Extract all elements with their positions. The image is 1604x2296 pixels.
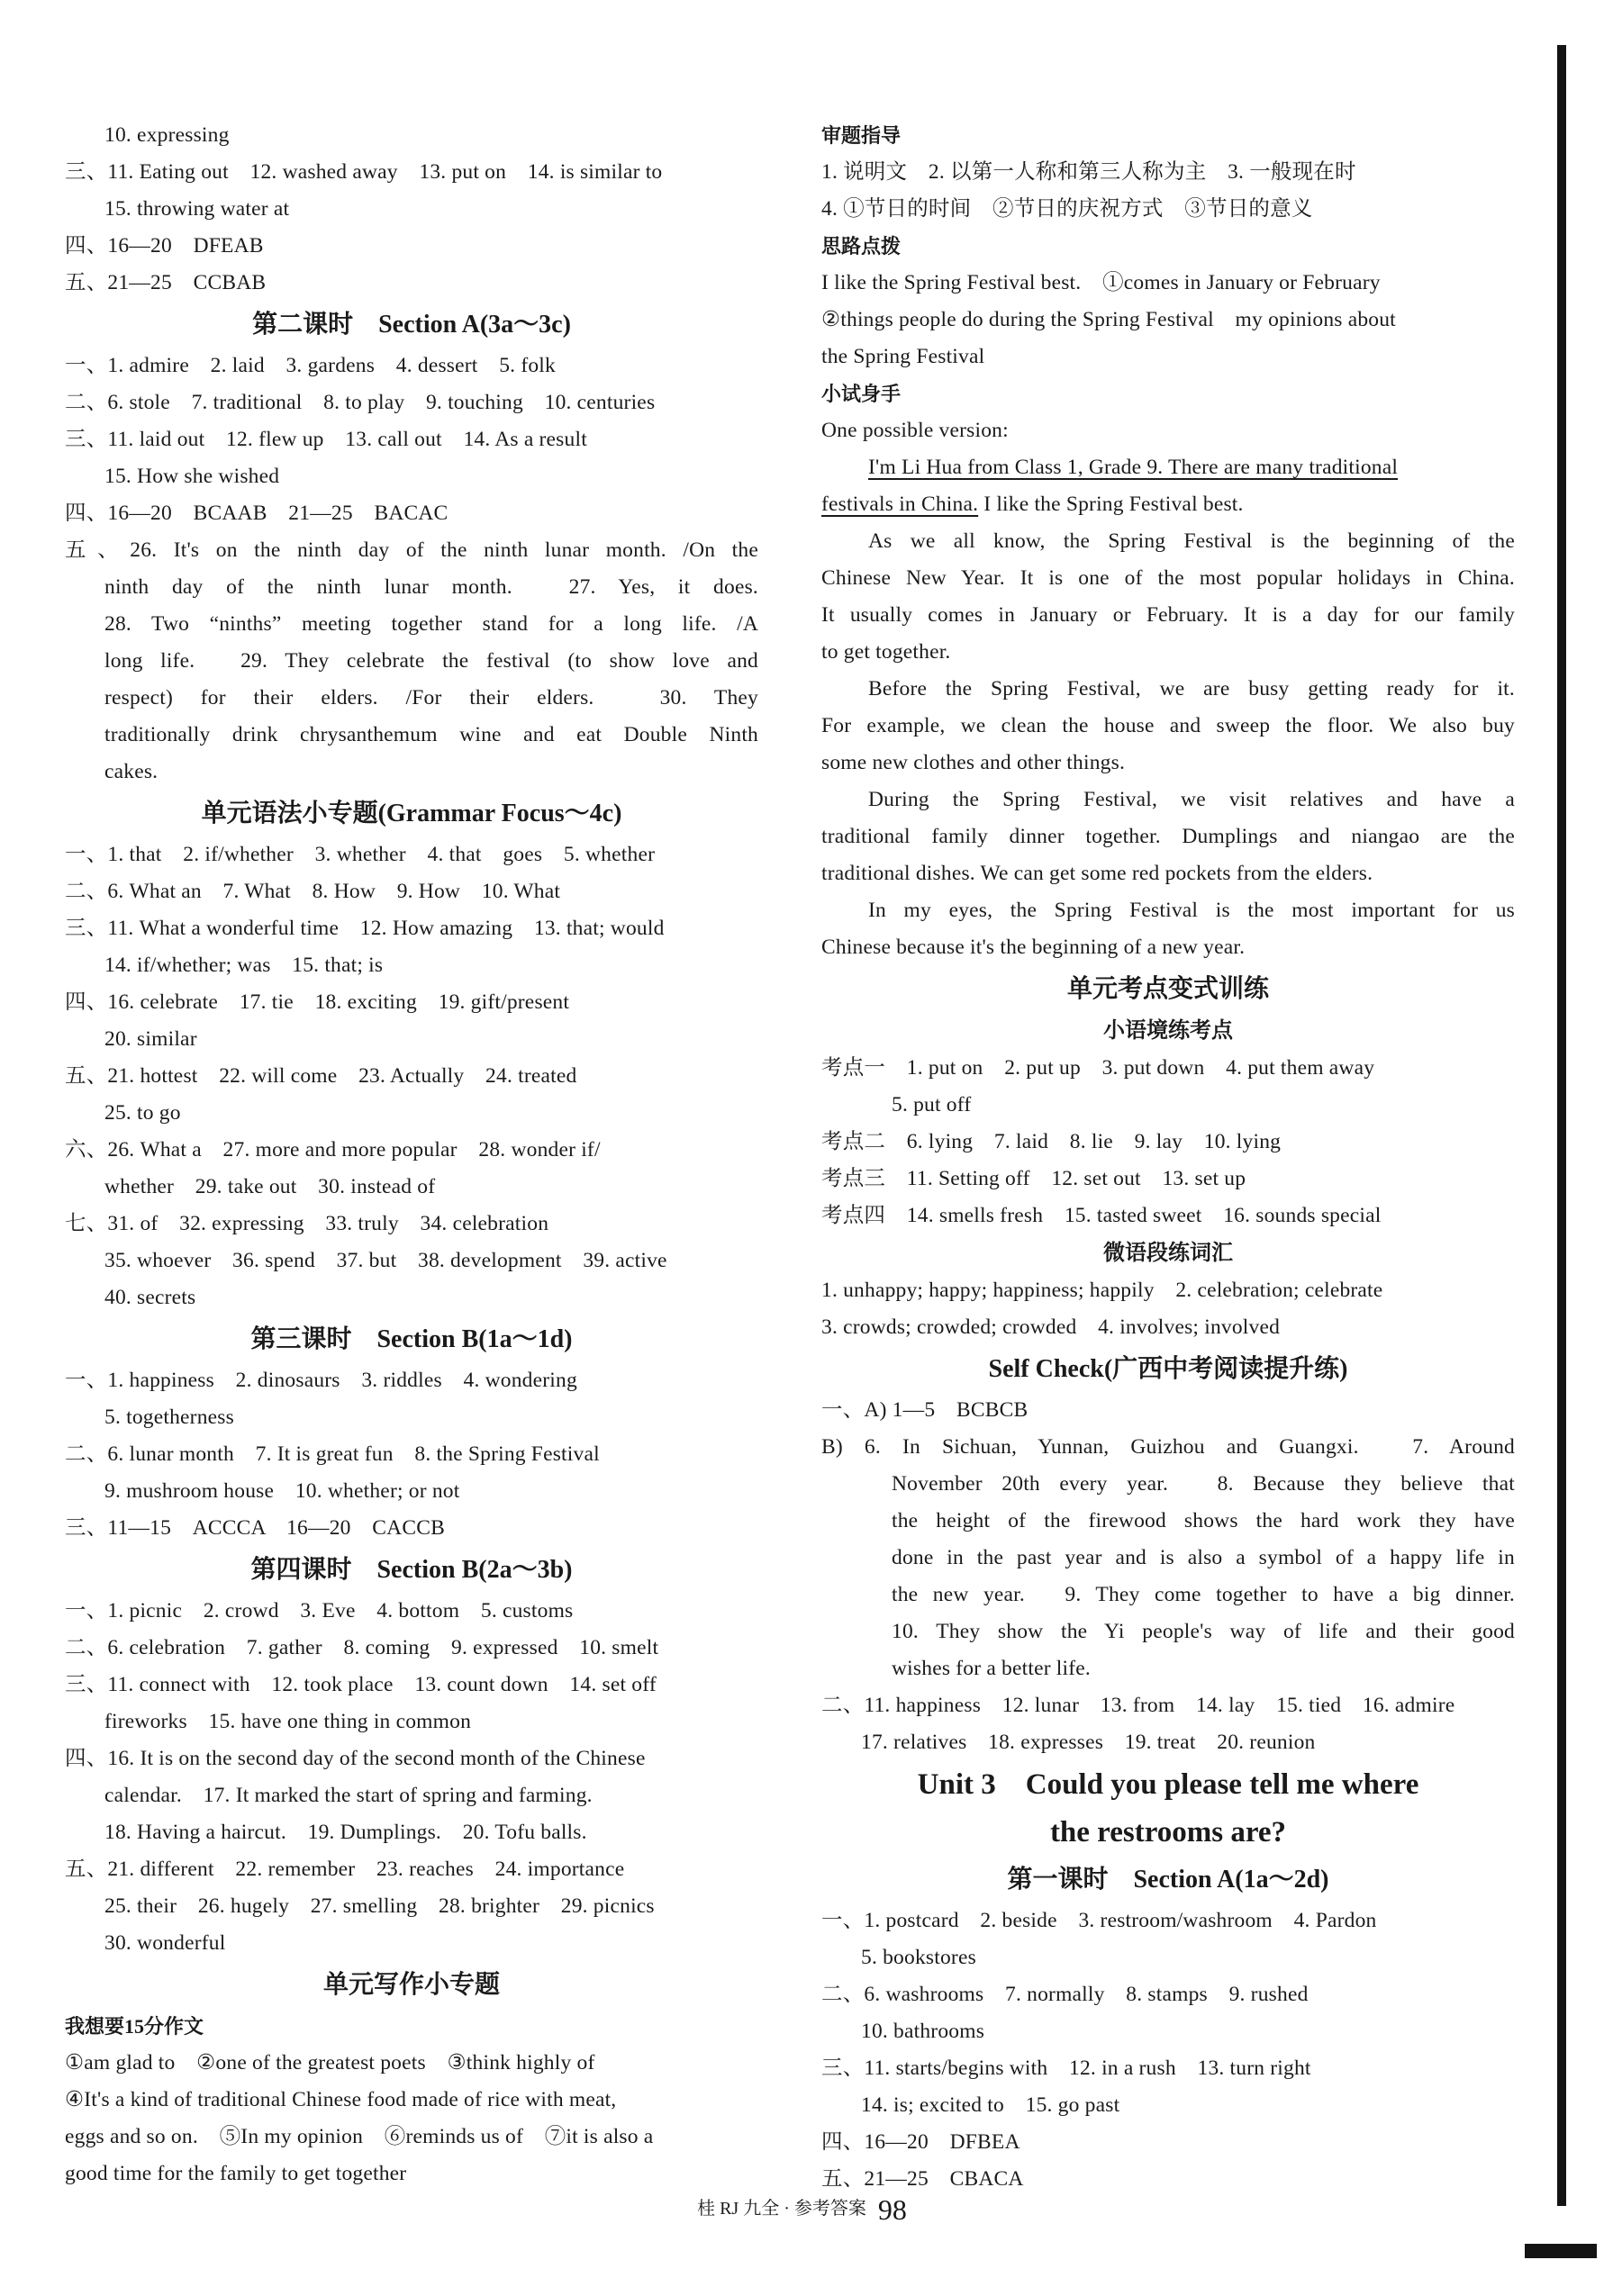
answer-line-12: ninth day of the ninth lunar month. 27. Yes, it does.	[104, 575, 758, 599]
answer-line-11: As we all know, the Spring Festival is the beginning of the	[868, 529, 1515, 553]
subsection-heading-24: 小语境练考点	[1103, 1019, 1233, 1043]
block-label-7: 小试身手	[821, 383, 902, 405]
answer-line-4: I like the Spring Festival best. ①comes in January or February	[821, 271, 1381, 294]
answer-line-4: 五、21—25 CCBAB	[65, 271, 267, 294]
answer-line-16: traditionally drink chrysanthemum wine and eat Double Ninth	[104, 723, 758, 746]
answer-line-53: 四、16—20 DFBEA	[821, 2130, 1020, 2154]
answer-line-18: During the Spring Festival, we visit relatives and have a	[868, 788, 1515, 811]
answer-line-35: 二、6. lunar month 7. It is great fun 8. the Spring Festival	[65, 1442, 600, 1466]
answer-line-36: November 20th every year. 8. Because they believe that	[892, 1472, 1515, 1496]
answer-line-27: 考点二 6. lying 7. laid 8. lie 9. lay 10. lying	[821, 1130, 1282, 1153]
answer-line-19: traditional family dinner together. Dumplings and niangao are the	[821, 825, 1515, 848]
answer-line-26: 5. put off	[892, 1093, 972, 1116]
answer-line-24: 20. similar	[104, 1027, 197, 1051]
answer-line-7: 二、6. stole 7. traditional 8. to play 9. touching 10. centuries	[65, 391, 656, 414]
answer-line-54: 五、21—25 CBACA	[821, 2167, 1024, 2191]
answer-line-15: respect) for their elders. /For their elders. 30. They	[104, 686, 758, 710]
answer-line-26: 25. to go	[104, 1101, 181, 1125]
answer-line-2: 4. ①节日的时间 ②节日的庆祝方式 ③节日的意义	[821, 197, 1313, 221]
answer-line-6: 一、1. admire 2. laid 3. gardens 4. dessert 5. folk	[65, 354, 556, 377]
block-label-50: 我想要15分作文	[65, 2015, 204, 2038]
answer-line-1: 三、11. Eating out 12. washed away 13. put on 14. is similar to	[65, 160, 663, 184]
block-label-0: 审题指导	[821, 124, 902, 147]
answer-line-31: 1. unhappy; happy; happiness; happily 2. celebration; celebrate	[821, 1279, 1383, 1302]
answer-line-8: 三、11. laid out 12. flew up 13. call out 14. As a result	[65, 428, 587, 451]
answer-line-14: long life. 29. They celebrate the festival (to show love and	[104, 649, 758, 673]
answer-line-22: 14. if/whether; was 15. that; is	[104, 954, 384, 977]
answer-line-32: 3. crowds; crowded; crowded 4. involves; involved	[821, 1315, 1281, 1339]
answer-line-50: 10. bathrooms	[861, 2020, 985, 2043]
left-column	[65, 117, 758, 2192]
answer-line-31: 40. secrets	[104, 1286, 196, 1309]
section-heading-18: 单元语法小专题(Grammar Focus～4c)	[201, 800, 622, 827]
answer-line-39: 一、1. picnic 2. crowd 3. Eve 4. bottom 5. customs	[65, 1599, 574, 1623]
answer-line-20: traditional dishes. We can get some red pockets from the elders.	[821, 862, 1373, 885]
unit-title-45: the restrooms are?	[1049, 1816, 1287, 1849]
line-text: I like the Spring Festival best.	[978, 493, 1244, 516]
section-heading-33: Self Check(广西中考阅读提升练)	[988, 1355, 1348, 1383]
answer-line-17: some new clothes and other things.	[821, 751, 1126, 774]
answer-line-41: wishes for a better life.	[892, 1657, 1091, 1680]
right-column	[821, 117, 1515, 2198]
answer-line-51: ①am glad to ②one of the greatest poets ③think highly of	[65, 2051, 595, 2075]
answer-line-35: B) 6. In Sichuan, Yunnan, Guizhou and Guangxi. 7. Around	[821, 1435, 1515, 1459]
answer-line-9: 15. How she wished	[104, 465, 280, 488]
answer-line-9: I'm Li Hua from Class 1, Grade 9. There are many traditional	[868, 456, 1399, 479]
answer-line-21: In my eyes, the Spring Festival is the most important for us	[868, 899, 1515, 922]
answer-line-23: 四、16. celebrate 17. tie 18. exciting 19. gift/present	[65, 990, 570, 1014]
answer-line-2: 15. throwing water at	[104, 197, 290, 221]
answer-line-22: Chinese because it's the beginning of a new year.	[821, 936, 1246, 959]
answer-line-52: 14. is; excited to 15. go past	[861, 2093, 1120, 2117]
scan-corner-bar	[1525, 2244, 1597, 2258]
answer-line-48: 5. bookstores	[861, 1946, 976, 1969]
answer-line-37: the height of the firewood shows the hard work they have	[892, 1509, 1515, 1532]
answer-line-33: 一、1. happiness 2. dinosaurs 3. riddles 4. wondering	[65, 1369, 577, 1392]
answer-line-30: 35. whoever 36. spend 37. but 38. development 39. active	[104, 1249, 667, 1272]
answer-line-12: Chinese New Year. It is one of the most popular holidays in China.	[821, 566, 1515, 590]
answer-line-11: 五、26. It's on the ninth day of the ninth lunar month. /On the	[65, 538, 758, 562]
section-heading-46: 第一课时 Section A(1a～2d)	[1007, 1866, 1329, 1894]
page-footer	[0, 2186, 1604, 2231]
answer-line-19: 一、1. that 2. if/whether 3. whether 4. that goes 5. whether	[65, 843, 656, 866]
answer-line-28: whether 29. take out 30. instead of	[104, 1175, 436, 1198]
answer-line-47: 25. their 26. hugely 27. smelling 28. brighter 29. picnics	[104, 1894, 655, 1918]
answer-line-20: 二、6. What an 7. What 8. How 9. How 10. What	[65, 880, 561, 903]
answer-line-40: 10. They show the Yi people's way of life and their good	[892, 1620, 1515, 1643]
answer-line-17: cakes.	[104, 760, 159, 783]
answer-line-28: 考点三 11. Setting off 12. set out 13. set up	[821, 1167, 1246, 1190]
answer-line-10	[821, 486, 1515, 523]
answer-line-13: 28. Two “ninths” meeting together stand for a long life. /A	[104, 612, 758, 636]
answer-line-39: the new year. 9. They come together to have a big dinner.	[892, 1583, 1515, 1606]
answer-line-8: One possible version:	[821, 419, 1009, 442]
section-heading-5: 第二课时 Section A(3a～3c)	[252, 311, 571, 339]
subsection-heading-30: 微语段练词汇	[1103, 1242, 1233, 1265]
answer-line-29: 七、31. of 32. expressing 33. truly 34. celebration	[65, 1212, 549, 1235]
answer-line-14: to get together.	[821, 640, 951, 664]
answer-line-52: ④It's a kind of traditional Chinese food made of rice with meat,	[65, 2088, 617, 2111]
answer-line-21: 三、11. What a wonderful time 12. How amazing 13. that; would	[65, 917, 665, 940]
answer-line-43: 17. relatives 18. expresses 19. treat 20. reunion	[861, 1731, 1316, 1754]
section-heading-23: 单元考点变式训练	[1066, 975, 1269, 1003]
answer-line-42: fireworks 15. have one thing in common	[104, 1710, 472, 1733]
section-heading-38: 第四课时 Section B(2a～3b)	[250, 1556, 573, 1584]
answer-line-1: 1. 说明文 2. 以第一人称和第三人称为主 3. 一般现在时	[821, 160, 1356, 184]
answer-line-54: good time for the family to get together	[65, 2162, 407, 2185]
underlined-text: festivals in China.	[821, 493, 979, 516]
unit-title-44: Unit 3 Could you please tell me where	[917, 1768, 1419, 1801]
answer-line-37: 三、11—15 ACCCA 16—20 CACCB	[65, 1516, 445, 1540]
answer-line-3: 四、16—20 DFEAB	[65, 234, 264, 258]
answer-line-25: 五、21. hottest 22. will come 23. Actually 24. treated	[65, 1064, 577, 1088]
answer-line-45: 18. Having a haircut. 19. Dumplings. 20. Tofu balls.	[104, 1821, 587, 1844]
answer-line-44: calendar. 17. It marked the start of spring and farming.	[104, 1784, 593, 1807]
answer-line-13: It usually comes in January or February. It is a day for our family	[821, 603, 1515, 627]
scan-edge-bar	[1557, 45, 1566, 2206]
answer-line-42: 二、11. happiness 12. lunar 13. from 14. lay 15. tied 16. admire	[821, 1694, 1455, 1717]
answer-line-53: eggs and so on. ⑤In my opinion ⑥reminds us of ⑦it is also a	[65, 2125, 654, 2148]
answer-line-16: For example, we clean the house and sweep the floor. We also buy	[821, 714, 1515, 737]
answer-line-48: 30. wonderful	[104, 1931, 226, 1955]
answer-line-46: 五、21. different 22. remember 23. reaches 24. importance	[65, 1858, 625, 1881]
answer-line-47: 一、1. postcard 2. beside 3. restroom/washroom 4. Pardon	[821, 1909, 1377, 1932]
page-number: 98	[877, 2193, 907, 2227]
answer-line-34: 5. togetherness	[104, 1406, 234, 1429]
answer-line-6: the Spring Festival	[821, 345, 985, 368]
answer-line-5: ②things people do during the Spring Festival my opinions about	[821, 308, 1396, 331]
answer-line-49: 二、6. washrooms 7. normally 8. stamps 9. rushed	[821, 1983, 1309, 2006]
section-heading-32: 第三课时 Section B(1a～1d)	[250, 1325, 573, 1353]
answer-line-10: 四、16—20 BCAAB 21—25 BACAC	[65, 502, 449, 525]
answer-line-51: 三、11. starts/begins with 12. in a rush 13. turn right	[821, 2056, 1311, 2080]
footer-label: 桂 RJ 九全 · 参考答案	[697, 2199, 866, 2219]
section-heading-49: 单元写作小专题	[322, 1971, 500, 1999]
answer-line-36: 9. mushroom house 10. whether; or not	[104, 1479, 460, 1503]
answer-line-43: 四、16. It is on the second day of the second month of the Chinese	[65, 1747, 646, 1770]
answer-line-29: 考点四 14. smells fresh 15. tasted sweet 16. sounds special	[821, 1204, 1382, 1227]
answer-line-27: 六、26. What a 27. more and more popular 28. wonder if/	[65, 1138, 601, 1162]
answer-line-38: done in the past year and is also a symbol of a happy life in	[892, 1546, 1515, 1569]
answer-line-15: Before the Spring Festival, we are busy getting ready for it.	[868, 677, 1515, 701]
answer-line-25: 考点一 1. put on 2. put up 3. put down 4. put them away	[821, 1056, 1375, 1080]
answer-line-41: 三、11. connect with 12. took place 13. count down 14. set off	[65, 1673, 657, 1696]
block-label-3: 思路点拨	[821, 235, 902, 258]
answer-line-0: 10. expressing	[104, 123, 230, 147]
answer-line-34: 一、A) 1—5 BCBCB	[821, 1398, 1029, 1422]
answer-line-40: 二、6. celebration 7. gather 8. coming 9. expressed 10. smelt	[65, 1636, 659, 1659]
